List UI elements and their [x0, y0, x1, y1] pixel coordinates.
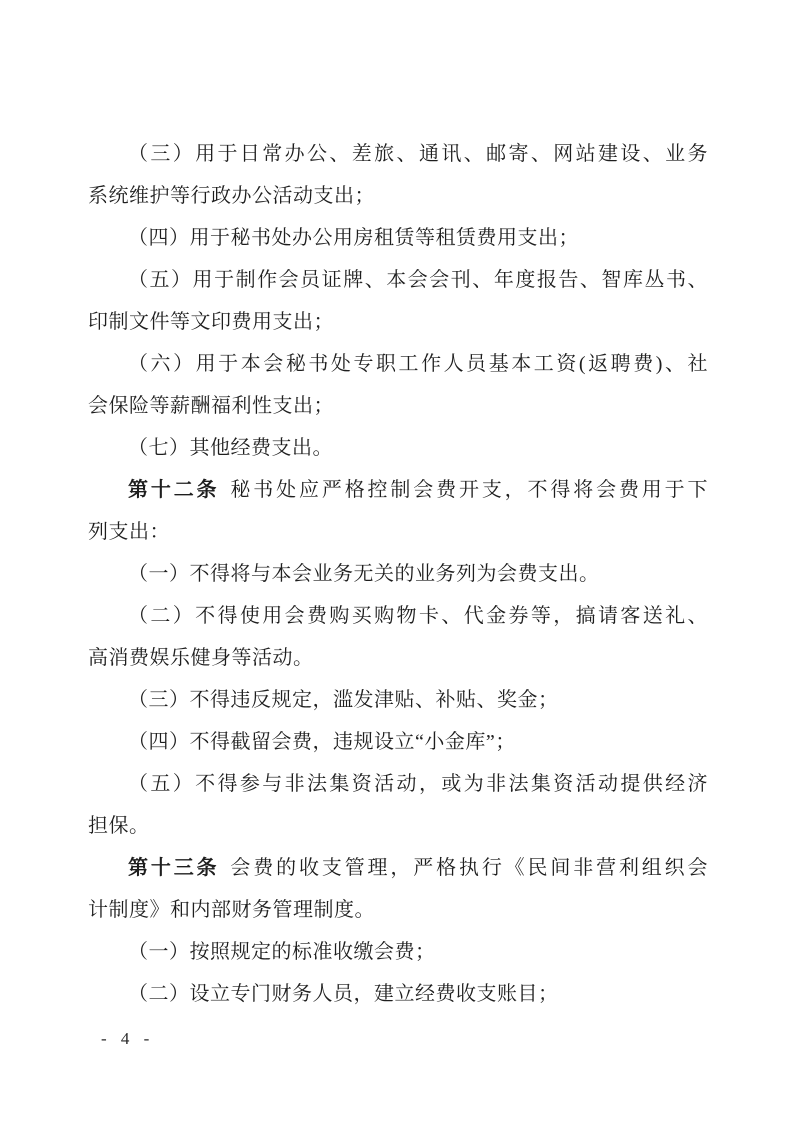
doc-line: 高消费娱乐健身等活动。 — [88, 647, 314, 669]
doc-line — [88, 847, 708, 889]
doc-line: （七）其他经费支出。 — [128, 437, 333, 459]
page-number: - 4 - — [101, 1029, 155, 1048]
doc-line: （一）按照规定的标准收缴会费； — [128, 941, 436, 963]
doc-line: 会保险等薪酬福利性支出； — [88, 395, 334, 417]
doc-line — [88, 469, 708, 511]
doc-line: 列支出： — [88, 521, 170, 543]
doc-line: 担保。 — [88, 815, 150, 837]
doc-line: （六）用于本会秘书处专职工作人员基本工资(返聘费)、社 — [128, 353, 708, 375]
doc-line: （三）不得违反规定，滥发津贴、补贴、奖金； — [128, 689, 559, 711]
article-text: 会费的收支管理，严格执行《民间非营利组织会 — [230, 857, 709, 879]
article-number-12: 第十二条 — [128, 479, 220, 501]
doc-line: （三）用于日常办公、差旅、通讯、邮寄、网站建设、业务 — [128, 143, 708, 165]
doc-line: （二）不得使用会费购买购物卡、代金券等，搞请客送礼、 — [128, 605, 708, 627]
document-body — [88, 133, 708, 1015]
doc-line: （一）不得将与本会业务无关的业务列为会费支出。 — [128, 563, 600, 585]
doc-line: 计制度》和内部财务管理制度。 — [88, 899, 375, 921]
doc-line: 印制文件等文印费用支出； — [88, 311, 334, 333]
doc-line: （四）用于秘书处办公用房租赁等租赁费用支出； — [128, 227, 579, 249]
doc-line: （四）不得截留会费，违规设立“小金库”； — [128, 731, 516, 753]
doc-line: 系统维护等行政办公活动支出； — [88, 185, 375, 207]
article-text: 秘书处应严格控制会费开支，不得将会费用于下 — [230, 479, 709, 501]
doc-line: （二）设立专门财务人员，建立经费收支账目； — [128, 983, 559, 1005]
doc-line: （五）不得参与非法集资活动，或为非法集资活动提供经济 — [128, 773, 708, 795]
article-number-13: 第十三条 — [128, 857, 220, 879]
doc-line: （五）用于制作会员证牌、本会会刊、年度报告、智库丛书、 — [128, 269, 708, 291]
